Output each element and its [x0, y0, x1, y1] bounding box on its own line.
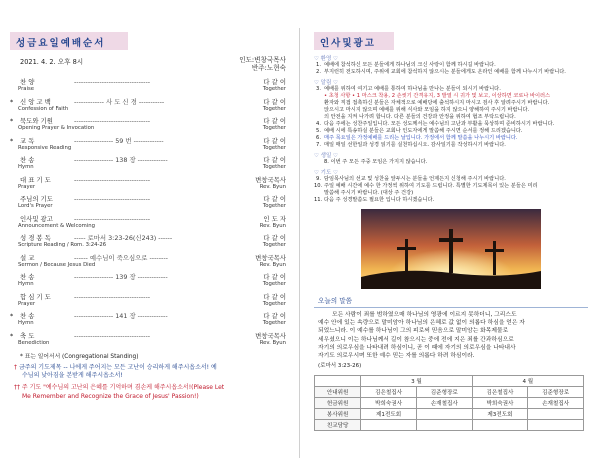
- order-item: [10, 215, 286, 230]
- birthday-heading: ♡ 생일 ♡: [314, 153, 338, 159]
- table-cell: 김은철집사: [472, 387, 528, 398]
- order-item-leader: 인 도 자: [263, 214, 286, 223]
- prayer-item: [314, 197, 588, 204]
- order-item-leader: 다 같 이: [263, 292, 286, 301]
- order-item-english-leader: Together: [262, 203, 286, 209]
- news-item: [314, 114, 588, 121]
- order-item-english: [10, 223, 286, 230]
- order-item-english-leader: Together: [262, 164, 286, 170]
- order-item-english: [10, 203, 286, 210]
- order-item-main: [10, 195, 286, 203]
- order-item-leader: 다 같 이: [263, 117, 286, 125]
- order-item-english-leader: Rev. Byun: [259, 183, 286, 190]
- row-label: 헌금위원: [315, 398, 361, 409]
- news-item: 2. 부지런히 전도하시며, 주위에 교회에 참석하지 않으시는 분들에게도 온라인 예배를 함께 나누시기 바랍니다.: [316, 69, 566, 75]
- news-item-number: 7.: [316, 142, 321, 148]
- table-cell: [416, 409, 472, 420]
- order-item-english: [10, 320, 286, 327]
- order-item-english-label: Lord's Prayer: [18, 203, 53, 209]
- order-item-english-leader: Together: [262, 86, 286, 92]
- prayer-item-number: 11.: [314, 197, 323, 203]
- news-item-number: 4.: [316, 121, 321, 127]
- order-item-english-label: Hymn: [18, 320, 34, 326]
- announcements-panel: [300, 0, 600, 464]
- order-item: [10, 137, 286, 152]
- order-item-detail: ------------- 사 도 신 경 -----------: [74, 97, 165, 106]
- order-item-english-label: Benediction: [18, 339, 50, 346]
- news-item-number: 3.: [316, 86, 321, 92]
- table-cell: 제1전도회: [361, 409, 417, 420]
- row-label: 친교담당: [315, 420, 361, 431]
- news-item: [314, 100, 588, 107]
- news-item-number: 6.: [316, 135, 321, 141]
- order-item-label: 합 심 기 도: [20, 292, 51, 301]
- news-item-number: 5.: [316, 128, 321, 134]
- news-item: [314, 128, 588, 135]
- prayer-item-text: 말씀해 주시기 바랍니다. (대상 주 건강): [324, 190, 414, 196]
- service-organist: 반주:노현숙: [251, 64, 286, 72]
- table-cell: [472, 420, 528, 431]
- table-row: [315, 398, 584, 409]
- order-item-detail: ----------------- 139 장 -------------: [74, 273, 168, 281]
- order-item-english-label: Hymn: [18, 164, 34, 170]
- order-item-main: [10, 332, 286, 340]
- order-item: [10, 156, 286, 171]
- news-item-text: 예배 시에 특송하실 분들은 교회나 인도자에게 말씀해 주시면 순서를 정해 드리겠습니다.: [324, 128, 523, 134]
- order-item-main: [10, 293, 286, 301]
- order-item-english-label: Responsive Reading: [18, 144, 72, 151]
- order-item-english-leader: Together: [262, 125, 286, 131]
- order-item-main: [10, 215, 286, 223]
- standing-marker: *: [10, 117, 14, 125]
- news-item-text: 앉으시고 마시지 않으며 예배를 위해 식사와 모임을 하지 않으니 양해하여 주시기 바랍니다.: [324, 107, 530, 113]
- news-item-number: [314, 107, 324, 114]
- service-leader: 인도:변창국목사: [239, 56, 286, 64]
- table-row: [315, 409, 584, 420]
- order-item: [10, 293, 286, 308]
- order-item-english: [10, 184, 286, 191]
- order-items-list: [10, 78, 286, 347]
- order-item-label: 찬 송: [20, 312, 35, 320]
- order-item-english-label: Confession of Faith: [18, 105, 69, 112]
- worship-order-title: 성금요일예배순서: [10, 32, 128, 50]
- order-item-english: [10, 164, 286, 171]
- order-item-detail: ---------------------------------: [74, 195, 151, 203]
- order-item-english-leader: Rev. Byun: [259, 261, 286, 268]
- order-item-english-leader: Rev. Byun: [259, 222, 286, 229]
- order-item-label: 신 앙 고 백: [20, 97, 51, 106]
- order-item-main: [10, 78, 286, 86]
- order-item-leader: 변창국목사: [255, 331, 286, 340]
- order-item-english-label: Hymn: [18, 281, 34, 287]
- order-item-label: 대 표 기 도: [20, 175, 51, 184]
- order-item-english-label: Prayer: [18, 183, 36, 190]
- duty-roster-table: [314, 375, 584, 431]
- table-cell: 손재철집사: [416, 398, 472, 409]
- order-item: [10, 254, 286, 269]
- order-item-leader: 다 같 이: [263, 195, 286, 203]
- standing-marker: *: [10, 331, 14, 340]
- month-header: 3 월: [361, 376, 472, 387]
- order-item-detail: ---------------------------------: [74, 175, 151, 184]
- notice-list: [314, 86, 588, 149]
- order-item-english: [10, 106, 286, 113]
- order-item-leader: 다 같 이: [263, 156, 286, 164]
- todays-word-heading: 오늘의 말씀: [318, 297, 352, 305]
- todays-word-line: 자기의 의로우심을 나타내려 하심이니, 곧 이 때에 자기의 의로우심을 나타내사: [318, 344, 516, 351]
- order-item: [10, 78, 286, 93]
- month-header: 4 월: [472, 376, 583, 387]
- order-item-label: 주님의 기도: [20, 195, 53, 203]
- order-item-detail: ---------------------------------: [74, 331, 151, 340]
- prayer-item-number: [314, 190, 324, 197]
- order-item-detail: ----------------- 138 장 -------------: [74, 156, 168, 164]
- order-item-label: 찬 송: [20, 273, 35, 281]
- news-item: [314, 121, 588, 128]
- scripture-reference: (로마서 3:23-26): [318, 363, 362, 370]
- crosses-sunset-icon: [361, 209, 541, 289]
- table-cell: 박희숙권사: [472, 398, 528, 409]
- order-item-detail: ------ 예수님이 죽으심으로 --------: [74, 253, 168, 262]
- news-item-text: 다음 주에는 성찬주일입니다. 모든 성도께서는 예수님의 고난과 부활을 묵상하며 준비하시기 바랍니다.: [324, 121, 555, 127]
- table-cell: [416, 420, 472, 431]
- service-date-time: 2021. 4. 2. 오후 8시: [20, 58, 84, 66]
- order-item-leader: 다 같 이: [263, 312, 286, 320]
- order-item-english: [10, 125, 286, 132]
- order-item-main: [10, 137, 286, 145]
- news-item-text: 의 안전을 지켜 나가려 합니다. 다른 분들의 건강과 안정을 위하여 협조 부탁드립니다.: [324, 114, 516, 120]
- order-item-english-label: Scripture Reading / Rom. 3:24-26: [18, 242, 107, 248]
- prayer-item-text: 담임목사님의 선교 및 성찬을 앞두시는 분들을 언제든지 신청해 주시기 바랍니다.: [324, 176, 506, 182]
- table-cell: 손재철집사: [528, 398, 584, 409]
- order-item-english: [10, 242, 286, 249]
- order-item-english-leader: Together: [262, 281, 286, 287]
- order-item-detail: ----------------- 59 번 -------------: [74, 136, 164, 145]
- todays-word-line: 세우셨으니 이는 하나님께서 길이 참으시는 중에 전에 지은 죄를 간과하심으로: [318, 336, 514, 343]
- order-item-label: 성 경 봉 독: [20, 234, 51, 242]
- order-item-detail: ---------------------------------: [74, 214, 151, 223]
- table-cell: 김준형장로: [528, 387, 584, 398]
- news-item: [314, 93, 588, 100]
- order-item-main: [10, 254, 286, 262]
- order-item-label: 축 도: [20, 331, 35, 340]
- table-row: [315, 387, 584, 398]
- row-label: 봉사위원: [315, 409, 361, 420]
- order-item-leader: 다 같 이: [263, 273, 286, 281]
- news-item-number: [314, 100, 324, 107]
- order-item-detail: ---------------------------------: [74, 78, 151, 86]
- table-cell: [528, 420, 584, 431]
- table-cell: 김준형장로: [416, 387, 472, 398]
- order-item-detail: ---------------------------------: [74, 117, 151, 125]
- order-item: [10, 234, 286, 249]
- order-item-english: [10, 145, 286, 152]
- order-item-detail: ----------------- 141 장 -------------: [74, 312, 168, 320]
- standing-marker: *: [10, 136, 14, 145]
- notice-heading: ♡ 알림 ♡: [314, 80, 338, 86]
- standing-marker: *: [10, 97, 14, 106]
- table-cell: 김은철집사: [361, 387, 417, 398]
- welcome-heading: ♡ 환영 ♡: [314, 56, 338, 62]
- lords-prayer-note: †† 주 기도 "예수님의 고난의 은혜를 기억하며 겸손케 해주시옵소서!(Please Let Me Remember and Recognize the Grace of Jesus' Passion!): [14, 384, 225, 400]
- news-item: [314, 135, 588, 142]
- prayer-item: [314, 190, 588, 197]
- todays-word-line: 되었느니라. 이 예수를 하나님이 그의 피로써 믿음으로 말미암는 화목제물로: [318, 328, 509, 335]
- order-item-label: 찬 양: [20, 78, 35, 86]
- order-item-detail: ---------------------------------: [74, 292, 151, 301]
- prayer-item-text: 주일 예배 시간에 예수 한 가정씩 위하여 기도를 드립니다. 특별한 기도제목이 있는 분들은 미리: [324, 183, 538, 189]
- order-item-english-label: Sermon / Because Jesus Died: [18, 261, 96, 268]
- order-item-english-label: Opening Prayer & Invocation: [18, 125, 95, 131]
- order-item-leader: 변창국목사: [255, 175, 286, 184]
- order-item-english: [10, 301, 286, 308]
- order-item-english-leader: Together: [262, 144, 286, 151]
- order-item-leader: 다 같 이: [263, 234, 286, 242]
- order-item: [10, 312, 286, 327]
- table-cell: 박희숙권사: [361, 398, 417, 409]
- prayer-item-number: 9.: [316, 176, 321, 182]
- table-cell: 제3전도회: [472, 409, 528, 420]
- order-item-label: 묵도와 기원: [20, 117, 53, 125]
- news-item-text: • 초청 사항 • 1 마스크 착용, 2 손씻기 간격유지, 3 발열 시 귀가 및 보고, 이상하면 코로나 바이러스: [324, 93, 551, 99]
- order-item-main: [10, 312, 286, 320]
- order-item-detail: ----- 로마서 3:23-26(신243) ------: [74, 234, 173, 242]
- row-label: 안내위원: [315, 387, 361, 398]
- order-item-main: [10, 98, 286, 106]
- todays-word-line: 자기도 의로우시며 또한 예수 믿는 자를 의롭다 하려 하심이라.: [318, 353, 475, 360]
- news-item-text: 예배를 위하여 여기고 예배를 통하여 하나님을 만나는 분들이 되시기 바랍니다.: [324, 86, 501, 92]
- prayer-item: [314, 183, 588, 190]
- prayer-item: [314, 176, 588, 183]
- standing-marker: *: [10, 312, 14, 320]
- order-item-english-leader: Rev. Byun: [259, 339, 286, 346]
- news-item-text: 매일 매일 선한일과 성경 읽기를 실천하십시오. 감사일기를 작성하시기 바랍니다.: [324, 142, 506, 148]
- order-item-english-label: Praise: [18, 86, 35, 92]
- order-item: [10, 195, 286, 210]
- todays-word-text: [314, 311, 588, 360]
- order-item-english-leader: Together: [262, 242, 286, 248]
- prayer-list: [314, 176, 588, 204]
- dagger-icon: †: [14, 364, 17, 371]
- order-item-leader: 변창국목사: [255, 253, 286, 262]
- order-item-main: [10, 117, 286, 125]
- order-item-leader: 다 같 이: [263, 97, 286, 106]
- news-item-number: [314, 114, 324, 121]
- order-item-english: [10, 281, 286, 288]
- order-item-english-leader: Together: [262, 300, 286, 307]
- order-item: [10, 98, 286, 113]
- todays-word-line: 예수 안에 있는 속량으로 말미암아 하나님의 은혜로 값 없이 의롭다 하심을 얻은 자: [318, 320, 525, 327]
- news-item: [314, 142, 588, 149]
- news-item-text: 매주 목요일은 가정예배를 드리는 날입니다. 가정에서 함께 말씀을 나누시기 바랍니다.: [324, 135, 518, 141]
- order-item-main: [10, 273, 286, 281]
- order-item-main: [10, 234, 286, 242]
- order-item-english-leader: Together: [262, 320, 286, 326]
- order-item-label: 설 교: [20, 253, 35, 262]
- order-item: [10, 117, 286, 132]
- todays-word-line: 모든 사람이 죄를 범하였으매 하나님의 영광에 이르지 못하더니, 그리스도: [332, 312, 517, 318]
- news-item: 1. 예배에 참석하신 모든 분들에게 하나님의 크신 사랑이 함께 하시길 바랍니다.: [316, 62, 496, 68]
- order-item: [10, 176, 286, 191]
- order-item-leader: 다 같 이: [263, 78, 286, 86]
- order-item-english-label: Prayer: [18, 300, 36, 307]
- order-item-main: [10, 176, 286, 184]
- three-crosses-image: [361, 209, 541, 289]
- heading-underline: [314, 307, 588, 308]
- order-item-label: 교 독: [20, 136, 35, 145]
- standing-note: * 표는 일어서서 (Congregational Standing): [20, 354, 139, 360]
- weekly-prayer-note: † 금주의 기도제목 -- 나에게 주어지는 모든 고난이 승리하게 해주시옵소서! 예 수님의 낮아짐을 본받게 해주시옵소서!: [14, 364, 217, 380]
- order-item: [10, 273, 286, 288]
- table-header-row: [315, 376, 584, 387]
- order-item-english: [10, 340, 286, 347]
- order-item-label: 찬 송: [20, 156, 35, 164]
- table-cell: [361, 420, 417, 431]
- order-item-main: [10, 156, 286, 164]
- table-cell: [528, 409, 584, 420]
- announcements-title: 인사및광고: [314, 32, 394, 50]
- dagger-icon: ††: [14, 384, 20, 392]
- table-row: [315, 420, 584, 431]
- order-item-label: 인사및 광고: [20, 214, 53, 223]
- order-item-english: [10, 262, 286, 269]
- news-item-number: [314, 93, 324, 100]
- news-item-text: 환자와 직접 접촉하신 분들은 자체적으로 예배당에 출석하시지 마시고 검사 후 알려주시기 바랍니다.: [324, 100, 550, 106]
- order-item-english-label: Announcement & Welcoming: [18, 222, 95, 229]
- prayer-item-number: 10.: [314, 183, 323, 189]
- news-item: 8. 이번 주 모든 주중 모임은 가지지 않습니다.: [324, 159, 428, 165]
- news-item: [314, 86, 588, 93]
- news-item: [314, 107, 588, 114]
- order-item: [10, 332, 286, 347]
- service-meta: [10, 56, 286, 72]
- order-item-english: [10, 86, 286, 93]
- order-item-english-leader: Together: [262, 105, 286, 112]
- order-item-leader: 다 같 이: [263, 136, 286, 145]
- prayer-item-text: 다음 주 성경말씀도 필요한 입니다 하시겠습니다.: [324, 197, 435, 203]
- prayer-heading: ♡ 기도 ♡: [314, 170, 338, 176]
